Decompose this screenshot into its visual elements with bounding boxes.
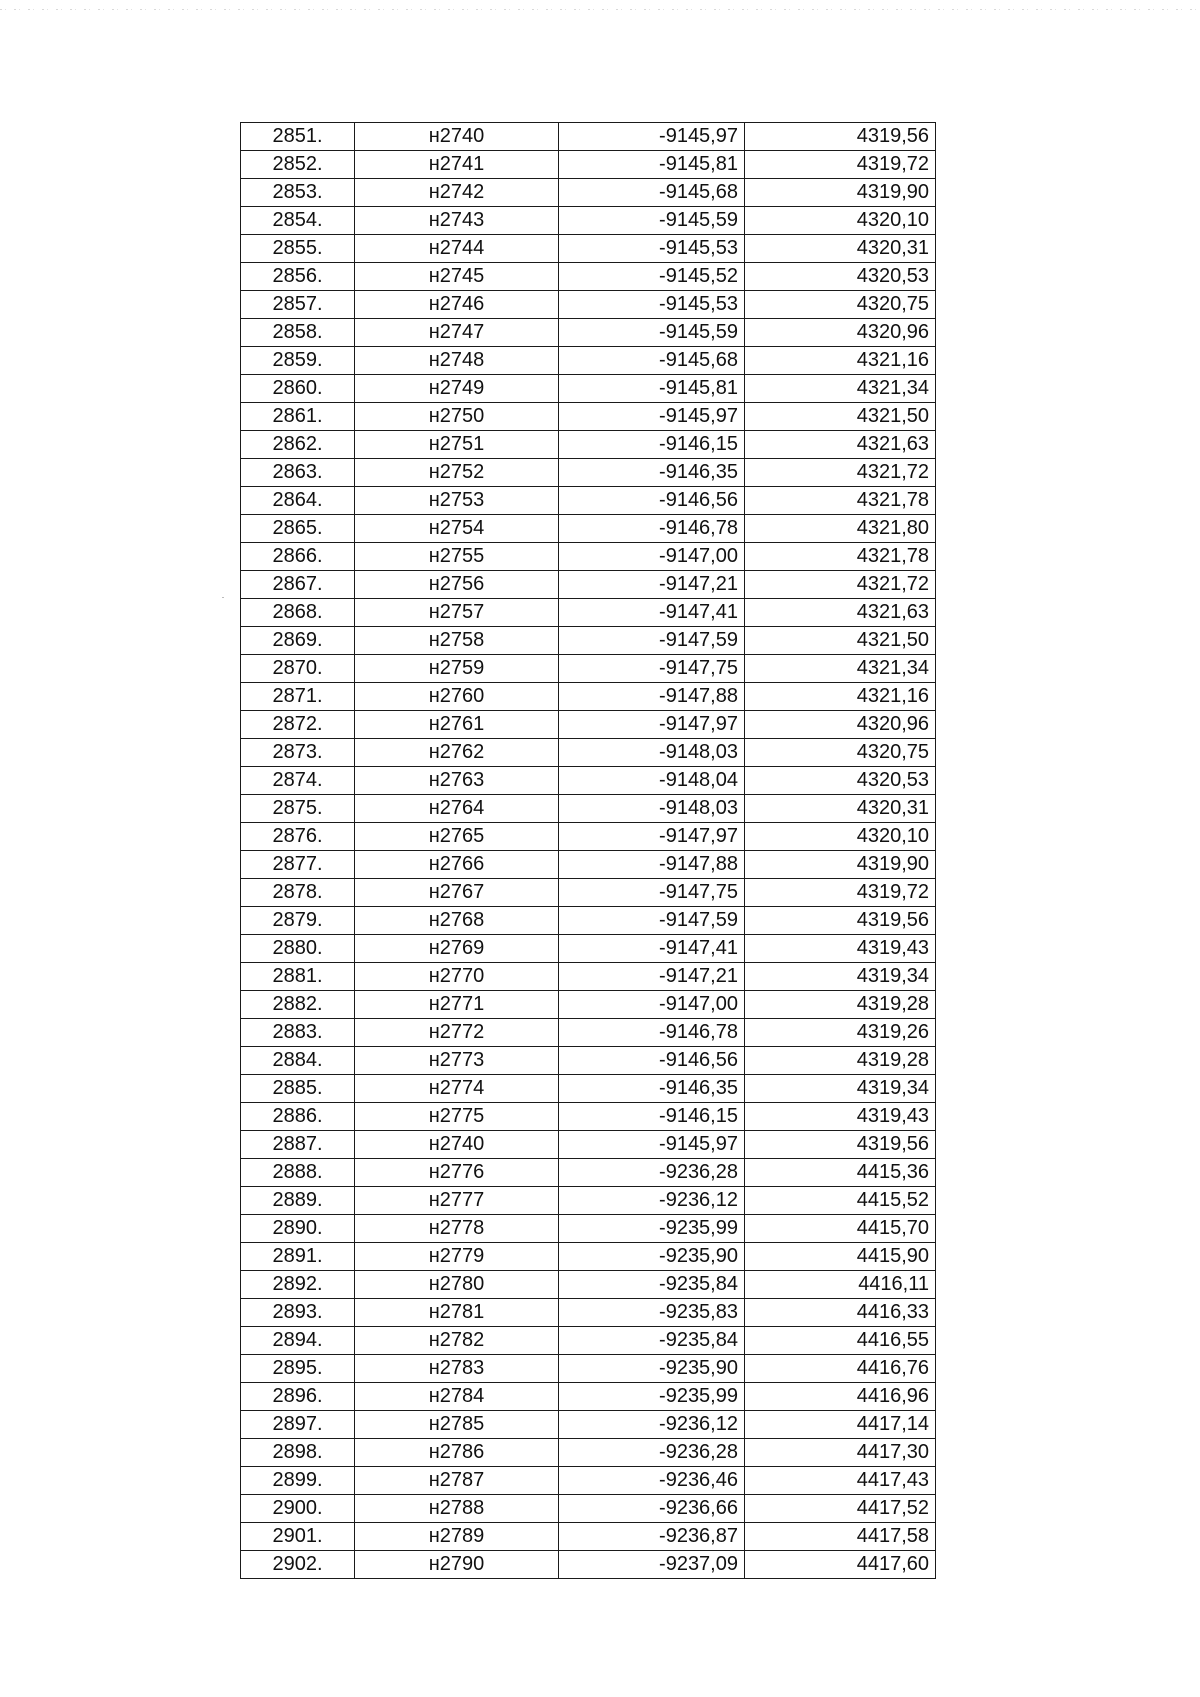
table-row <box>241 207 936 235</box>
x-coordinate-cell: -9235,83 <box>559 1299 745 1327</box>
point-name-cell: н2771 <box>355 991 559 1019</box>
table-row <box>241 1103 936 1131</box>
table-row <box>241 1159 936 1187</box>
table-row <box>241 1467 936 1495</box>
table-row <box>241 991 936 1019</box>
y-coordinate-cell: 4319,56 <box>745 123 936 151</box>
x-coordinate-cell: -9146,56 <box>559 1047 745 1075</box>
table-row <box>241 487 936 515</box>
x-coordinate-cell: -9145,59 <box>559 207 745 235</box>
scan-artifact-line <box>0 9 1200 10</box>
row-number-cell: 2860. <box>241 375 355 403</box>
y-coordinate-cell: 4319,56 <box>745 1131 936 1159</box>
row-number-cell: 2896. <box>241 1383 355 1411</box>
y-coordinate-cell: 4320,96 <box>745 711 936 739</box>
x-coordinate-cell: -9148,03 <box>559 795 745 823</box>
table-row <box>241 767 936 795</box>
point-name-cell: н2784 <box>355 1383 559 1411</box>
y-coordinate-cell: 4321,50 <box>745 627 936 655</box>
table-row <box>241 571 936 599</box>
table-row <box>241 1299 936 1327</box>
row-number-cell: 2878. <box>241 879 355 907</box>
y-coordinate-cell: 4417,43 <box>745 1467 936 1495</box>
point-name-cell: н2761 <box>355 711 559 739</box>
x-coordinate-cell: -9147,97 <box>559 823 745 851</box>
table-row <box>241 515 936 543</box>
y-coordinate-cell: 4417,58 <box>745 1523 936 1551</box>
row-number-cell: 2865. <box>241 515 355 543</box>
y-coordinate-cell: 4321,50 <box>745 403 936 431</box>
table-row <box>241 235 936 263</box>
row-number-cell: 2890. <box>241 1215 355 1243</box>
y-coordinate-cell: 4415,36 <box>745 1159 936 1187</box>
point-name-cell: н2764 <box>355 795 559 823</box>
row-number-cell: 2886. <box>241 1103 355 1131</box>
y-coordinate-cell: 4320,75 <box>745 739 936 767</box>
row-number-cell: 2861. <box>241 403 355 431</box>
y-coordinate-cell: 4320,31 <box>745 795 936 823</box>
y-coordinate-cell: 4319,28 <box>745 1047 936 1075</box>
point-name-cell: н2741 <box>355 151 559 179</box>
point-name-cell: н2745 <box>355 263 559 291</box>
y-coordinate-cell: 4321,72 <box>745 571 936 599</box>
point-name-cell: н2760 <box>355 683 559 711</box>
point-name-cell: н2751 <box>355 431 559 459</box>
table-row <box>241 963 936 991</box>
x-coordinate-cell: -9147,97 <box>559 711 745 739</box>
row-number-cell: 2856. <box>241 263 355 291</box>
table-row <box>241 1551 936 1579</box>
row-number-cell: 2877. <box>241 851 355 879</box>
point-name-cell: н2776 <box>355 1159 559 1187</box>
x-coordinate-cell: -9145,97 <box>559 403 745 431</box>
row-number-cell: 2870. <box>241 655 355 683</box>
y-coordinate-cell: 4319,43 <box>745 1103 936 1131</box>
point-name-cell: н2740 <box>355 1131 559 1159</box>
row-number-cell: 2899. <box>241 1467 355 1495</box>
y-coordinate-cell: 4321,16 <box>745 683 936 711</box>
y-coordinate-cell: 4321,34 <box>745 375 936 403</box>
table-row <box>241 739 936 767</box>
x-coordinate-cell: -9145,52 <box>559 263 745 291</box>
x-coordinate-cell: -9147,88 <box>559 851 745 879</box>
x-coordinate-cell: -9148,04 <box>559 767 745 795</box>
x-coordinate-cell: -9147,59 <box>559 907 745 935</box>
x-coordinate-cell: -9145,68 <box>559 179 745 207</box>
x-coordinate-cell: -9146,78 <box>559 515 745 543</box>
point-name-cell: н2777 <box>355 1187 559 1215</box>
row-number-cell: 2883. <box>241 1019 355 1047</box>
row-number-cell: 2859. <box>241 347 355 375</box>
point-name-cell: н2762 <box>355 739 559 767</box>
table-row <box>241 907 936 935</box>
coordinates-table-container <box>240 122 935 1579</box>
y-coordinate-cell: 4417,14 <box>745 1411 936 1439</box>
table-row <box>241 1411 936 1439</box>
y-coordinate-cell: 4319,34 <box>745 963 936 991</box>
table-row <box>241 291 936 319</box>
y-coordinate-cell: 4415,70 <box>745 1215 936 1243</box>
table-row <box>241 319 936 347</box>
table-row <box>241 263 936 291</box>
table-row <box>241 1187 936 1215</box>
x-coordinate-cell: -9236,87 <box>559 1523 745 1551</box>
point-name-cell: н2783 <box>355 1355 559 1383</box>
point-name-cell: н2772 <box>355 1019 559 1047</box>
row-number-cell: 2880. <box>241 935 355 963</box>
x-coordinate-cell: -9147,88 <box>559 683 745 711</box>
row-number-cell: 2874. <box>241 767 355 795</box>
x-coordinate-cell: -9146,15 <box>559 431 745 459</box>
point-name-cell: н2742 <box>355 179 559 207</box>
y-coordinate-cell: 4321,78 <box>745 543 936 571</box>
point-name-cell: н2782 <box>355 1327 559 1355</box>
table-row <box>241 1047 936 1075</box>
x-coordinate-cell: -9147,21 <box>559 963 745 991</box>
x-coordinate-cell: -9146,35 <box>559 1075 745 1103</box>
point-name-cell: н2787 <box>355 1467 559 1495</box>
point-name-cell: н2786 <box>355 1439 559 1467</box>
table-row <box>241 655 936 683</box>
x-coordinate-cell: -9147,00 <box>559 991 745 1019</box>
row-number-cell: 2888. <box>241 1159 355 1187</box>
point-name-cell: н2752 <box>355 459 559 487</box>
y-coordinate-cell: 4319,56 <box>745 907 936 935</box>
point-name-cell: н2748 <box>355 347 559 375</box>
row-number-cell: 2866. <box>241 543 355 571</box>
row-number-cell: 2892. <box>241 1271 355 1299</box>
point-name-cell: н2754 <box>355 515 559 543</box>
x-coordinate-cell: -9145,59 <box>559 319 745 347</box>
row-number-cell: 2891. <box>241 1243 355 1271</box>
x-coordinate-cell: -9147,00 <box>559 543 745 571</box>
y-coordinate-cell: 4320,31 <box>745 235 936 263</box>
coordinates-table <box>240 122 936 1579</box>
y-coordinate-cell: 4417,52 <box>745 1495 936 1523</box>
row-number-cell: 2894. <box>241 1327 355 1355</box>
table-row <box>241 1439 936 1467</box>
x-coordinate-cell: -9145,81 <box>559 375 745 403</box>
y-coordinate-cell: 4320,10 <box>745 823 936 851</box>
x-coordinate-cell: -9148,03 <box>559 739 745 767</box>
x-coordinate-cell: -9235,90 <box>559 1355 745 1383</box>
table-row <box>241 627 936 655</box>
y-coordinate-cell: 4416,55 <box>745 1327 936 1355</box>
y-coordinate-cell: 4415,90 <box>745 1243 936 1271</box>
point-name-cell: н2758 <box>355 627 559 655</box>
y-coordinate-cell: 4319,90 <box>745 851 936 879</box>
table-row <box>241 1495 936 1523</box>
row-number-cell: 2854. <box>241 207 355 235</box>
row-number-cell: 2871. <box>241 683 355 711</box>
y-coordinate-cell: 4320,10 <box>745 207 936 235</box>
x-coordinate-cell: -9235,99 <box>559 1215 745 1243</box>
x-coordinate-cell: -9236,28 <box>559 1439 745 1467</box>
y-coordinate-cell: 4416,11 <box>745 1271 936 1299</box>
point-name-cell: н2789 <box>355 1523 559 1551</box>
point-name-cell: н2746 <box>355 291 559 319</box>
table-row <box>241 375 936 403</box>
row-number-cell: 2858. <box>241 319 355 347</box>
table-row <box>241 347 936 375</box>
row-number-cell: 2876. <box>241 823 355 851</box>
point-name-cell: н2756 <box>355 571 559 599</box>
point-name-cell: н2750 <box>355 403 559 431</box>
y-coordinate-cell: 4320,53 <box>745 263 936 291</box>
row-number-cell: 2869. <box>241 627 355 655</box>
y-coordinate-cell: 4321,80 <box>745 515 936 543</box>
y-coordinate-cell: 4415,52 <box>745 1187 936 1215</box>
y-coordinate-cell: 4319,90 <box>745 179 936 207</box>
point-name-cell: н2743 <box>355 207 559 235</box>
table-row <box>241 1243 936 1271</box>
y-coordinate-cell: 4321,72 <box>745 459 936 487</box>
row-number-cell: 2868. <box>241 599 355 627</box>
point-name-cell: н2785 <box>355 1411 559 1439</box>
x-coordinate-cell: -9145,97 <box>559 1131 745 1159</box>
x-coordinate-cell: -9236,12 <box>559 1187 745 1215</box>
row-number-cell: 2873. <box>241 739 355 767</box>
y-coordinate-cell: 4321,34 <box>745 655 936 683</box>
row-number-cell: 2893. <box>241 1299 355 1327</box>
point-name-cell: н2773 <box>355 1047 559 1075</box>
table-row <box>241 1355 936 1383</box>
table-row <box>241 851 936 879</box>
row-number-cell: 2863. <box>241 459 355 487</box>
x-coordinate-cell: -9236,66 <box>559 1495 745 1523</box>
x-coordinate-cell: -9236,28 <box>559 1159 745 1187</box>
x-coordinate-cell: -9237,09 <box>559 1551 745 1579</box>
point-name-cell: н2770 <box>355 963 559 991</box>
x-coordinate-cell: -9235,84 <box>559 1327 745 1355</box>
row-number-cell: 2902. <box>241 1551 355 1579</box>
row-number-cell: 2882. <box>241 991 355 1019</box>
x-coordinate-cell: -9147,21 <box>559 571 745 599</box>
point-name-cell: н2766 <box>355 851 559 879</box>
x-coordinate-cell: -9147,41 <box>559 599 745 627</box>
y-coordinate-cell: 4416,33 <box>745 1299 936 1327</box>
y-coordinate-cell: 4320,96 <box>745 319 936 347</box>
table-row <box>241 123 936 151</box>
row-number-cell: 2884. <box>241 1047 355 1075</box>
y-coordinate-cell: 4319,28 <box>745 991 936 1019</box>
point-name-cell: н2788 <box>355 1495 559 1523</box>
point-name-cell: н2790 <box>355 1551 559 1579</box>
table-row <box>241 1215 936 1243</box>
x-coordinate-cell: -9145,97 <box>559 123 745 151</box>
x-coordinate-cell: -9147,41 <box>559 935 745 963</box>
row-number-cell: 2898. <box>241 1439 355 1467</box>
table-row <box>241 795 936 823</box>
x-coordinate-cell: -9235,99 <box>559 1383 745 1411</box>
x-coordinate-cell: -9146,78 <box>559 1019 745 1047</box>
row-number-cell: 2853. <box>241 179 355 207</box>
x-coordinate-cell: -9235,90 <box>559 1243 745 1271</box>
y-coordinate-cell: 4417,30 <box>745 1439 936 1467</box>
table-row <box>241 879 936 907</box>
table-row <box>241 431 936 459</box>
y-coordinate-cell: 4321,63 <box>745 599 936 627</box>
row-number-cell: 2851. <box>241 123 355 151</box>
row-number-cell: 2852. <box>241 151 355 179</box>
x-coordinate-cell: -9145,53 <box>559 235 745 263</box>
table-row <box>241 151 936 179</box>
row-number-cell: 2885. <box>241 1075 355 1103</box>
x-coordinate-cell: -9236,12 <box>559 1411 745 1439</box>
x-coordinate-cell: -9235,84 <box>559 1271 745 1299</box>
point-name-cell: н2781 <box>355 1299 559 1327</box>
point-name-cell: н2769 <box>355 935 559 963</box>
row-number-cell: 2872. <box>241 711 355 739</box>
table-row <box>241 823 936 851</box>
scan-speck <box>222 597 224 598</box>
row-number-cell: 2867. <box>241 571 355 599</box>
row-number-cell: 2881. <box>241 963 355 991</box>
point-name-cell: н2757 <box>355 599 559 627</box>
row-number-cell: 2887. <box>241 1131 355 1159</box>
point-name-cell: н2763 <box>355 767 559 795</box>
point-name-cell: н2779 <box>355 1243 559 1271</box>
point-name-cell: н2755 <box>355 543 559 571</box>
y-coordinate-cell: 4416,76 <box>745 1355 936 1383</box>
row-number-cell: 2901. <box>241 1523 355 1551</box>
x-coordinate-cell: -9146,56 <box>559 487 745 515</box>
table-row <box>241 683 936 711</box>
x-coordinate-cell: -9145,53 <box>559 291 745 319</box>
x-coordinate-cell: -9147,59 <box>559 627 745 655</box>
point-name-cell: н2747 <box>355 319 559 347</box>
x-coordinate-cell: -9236,46 <box>559 1467 745 1495</box>
table-row <box>241 459 936 487</box>
row-number-cell: 2900. <box>241 1495 355 1523</box>
row-number-cell: 2897. <box>241 1411 355 1439</box>
table-row <box>241 599 936 627</box>
y-coordinate-cell: 4321,16 <box>745 347 936 375</box>
y-coordinate-cell: 4319,72 <box>745 879 936 907</box>
y-coordinate-cell: 4320,53 <box>745 767 936 795</box>
point-name-cell: н2744 <box>355 235 559 263</box>
y-coordinate-cell: 4319,26 <box>745 1019 936 1047</box>
x-coordinate-cell: -9146,15 <box>559 1103 745 1131</box>
point-name-cell: н2775 <box>355 1103 559 1131</box>
row-number-cell: 2875. <box>241 795 355 823</box>
table-row <box>241 1523 936 1551</box>
point-name-cell: н2768 <box>355 907 559 935</box>
table-row <box>241 1383 936 1411</box>
y-coordinate-cell: 4319,34 <box>745 1075 936 1103</box>
table-row <box>241 935 936 963</box>
y-coordinate-cell: 4319,43 <box>745 935 936 963</box>
y-coordinate-cell: 4320,75 <box>745 291 936 319</box>
y-coordinate-cell: 4416,96 <box>745 1383 936 1411</box>
table-row <box>241 1271 936 1299</box>
row-number-cell: 2855. <box>241 235 355 263</box>
row-number-cell: 2889. <box>241 1187 355 1215</box>
point-name-cell: н2778 <box>355 1215 559 1243</box>
x-coordinate-cell: -9146,35 <box>559 459 745 487</box>
coordinates-table-body <box>241 123 936 1579</box>
point-name-cell: н2774 <box>355 1075 559 1103</box>
table-row <box>241 543 936 571</box>
x-coordinate-cell: -9147,75 <box>559 879 745 907</box>
row-number-cell: 2895. <box>241 1355 355 1383</box>
table-row <box>241 711 936 739</box>
y-coordinate-cell: 4319,72 <box>745 151 936 179</box>
table-row <box>241 1019 936 1047</box>
y-coordinate-cell: 4417,60 <box>745 1551 936 1579</box>
table-row <box>241 1075 936 1103</box>
row-number-cell: 2864. <box>241 487 355 515</box>
point-name-cell: н2740 <box>355 123 559 151</box>
row-number-cell: 2857. <box>241 291 355 319</box>
point-name-cell: н2767 <box>355 879 559 907</box>
point-name-cell: н2759 <box>355 655 559 683</box>
table-row <box>241 1131 936 1159</box>
y-coordinate-cell: 4321,78 <box>745 487 936 515</box>
x-coordinate-cell: -9147,75 <box>559 655 745 683</box>
table-row <box>241 179 936 207</box>
x-coordinate-cell: -9145,68 <box>559 347 745 375</box>
row-number-cell: 2862. <box>241 431 355 459</box>
table-row <box>241 403 936 431</box>
point-name-cell: н2765 <box>355 823 559 851</box>
x-coordinate-cell: -9145,81 <box>559 151 745 179</box>
row-number-cell: 2879. <box>241 907 355 935</box>
point-name-cell: н2780 <box>355 1271 559 1299</box>
point-name-cell: н2753 <box>355 487 559 515</box>
table-row <box>241 1327 936 1355</box>
point-name-cell: н2749 <box>355 375 559 403</box>
y-coordinate-cell: 4321,63 <box>745 431 936 459</box>
